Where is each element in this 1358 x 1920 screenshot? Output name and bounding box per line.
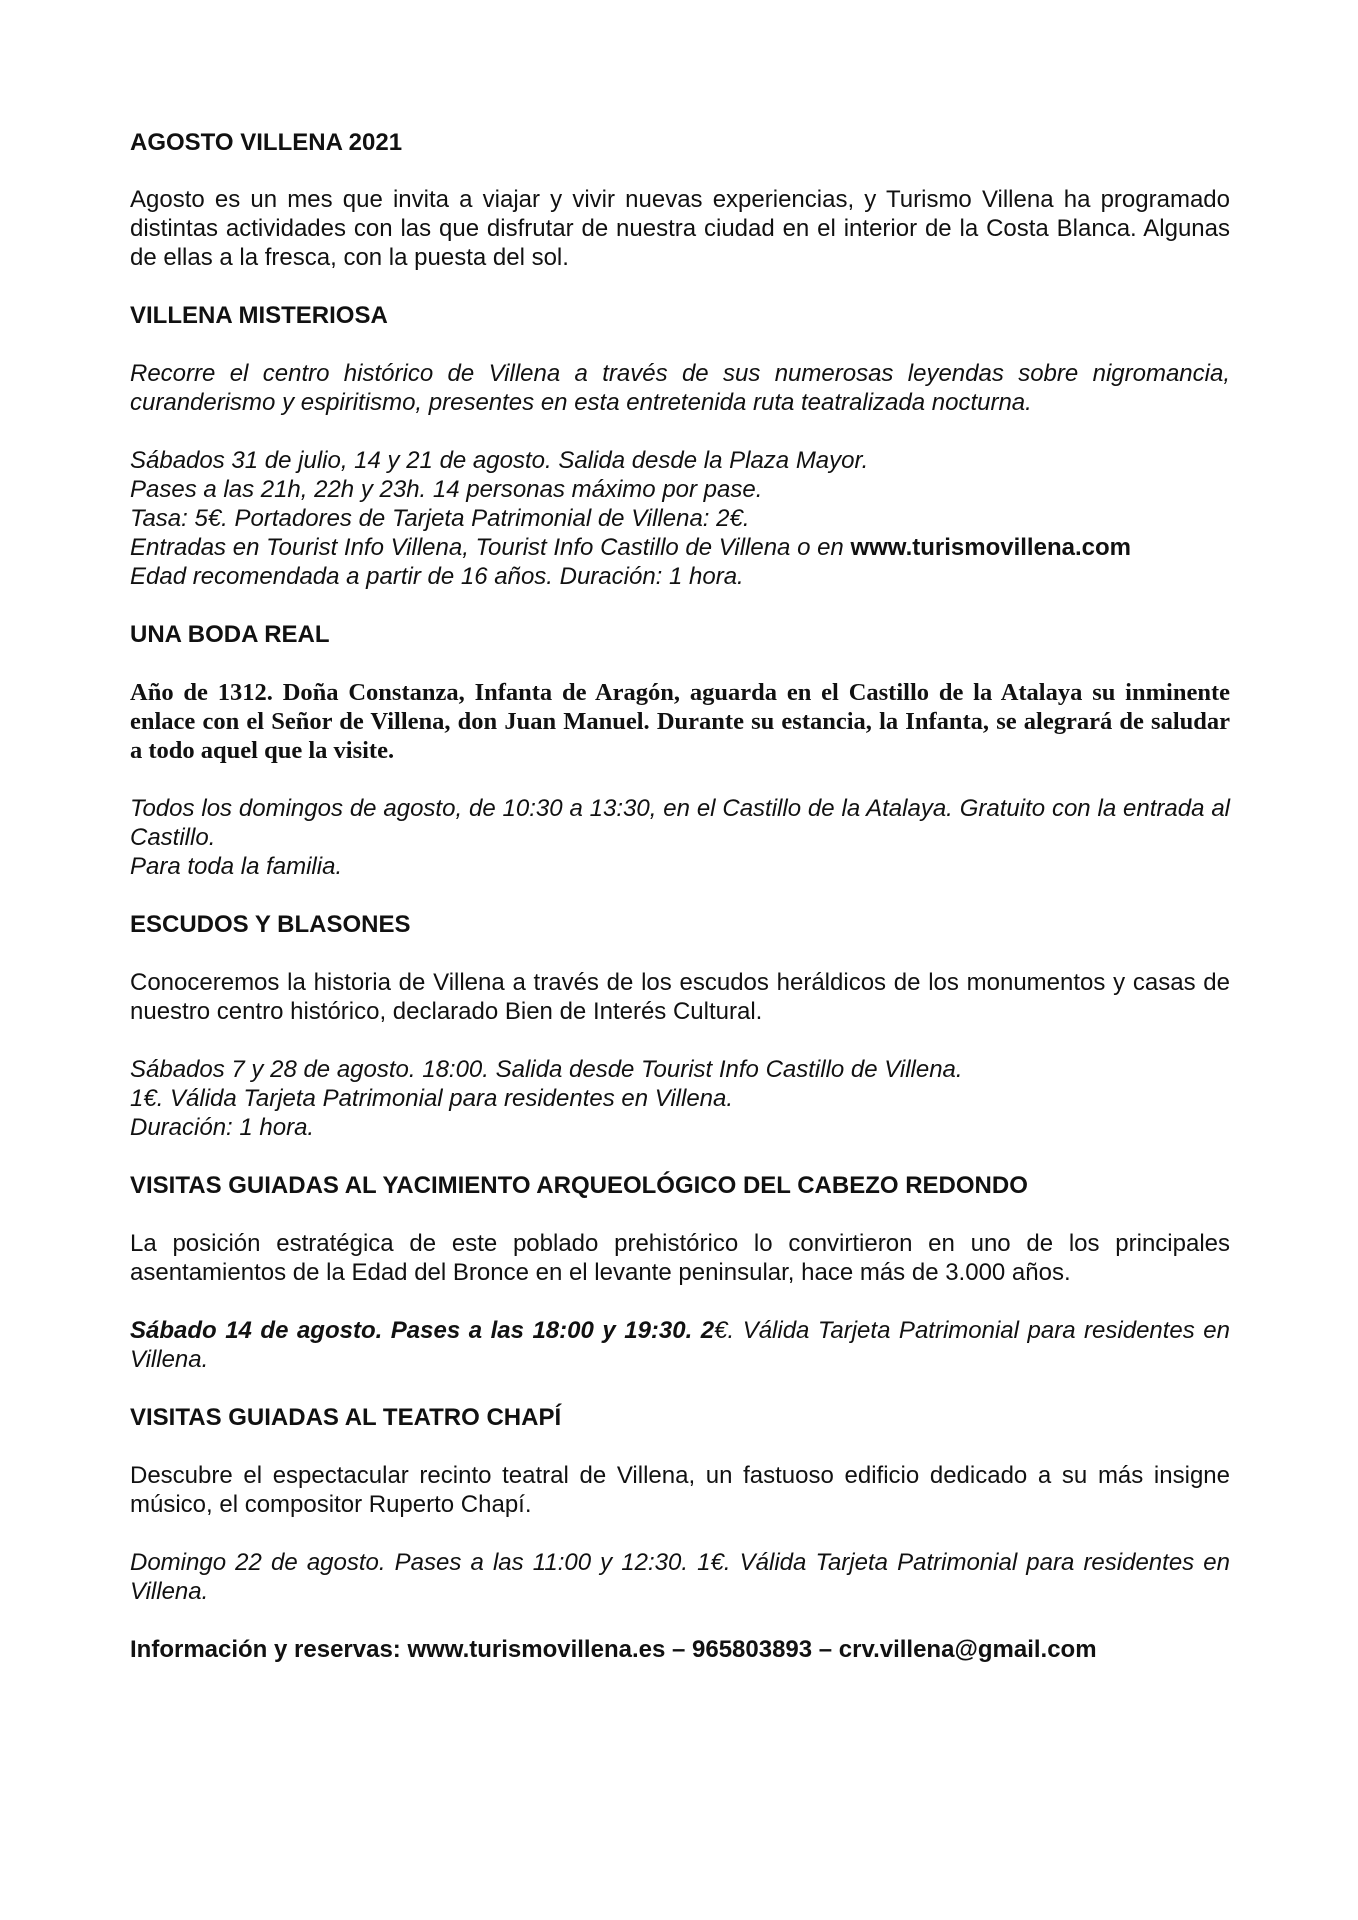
escudos-price: 1€. Válida Tarjeta Patrimonial para residentes en Villena. xyxy=(130,1085,734,1112)
misteriosa-description: Recorre el centro histórico de Villena a través de sus numerosas leyendas sobre nigromancia, curanderismo y espiritismo, presentes en esta entretenida ruta teatralizada nocturna. xyxy=(130,360,1230,416)
document-page xyxy=(130,128,1230,1664)
misteriosa-tickets-text: Entradas en Tourist Info Villena, Tourist Info Castillo de Villena o en xyxy=(130,534,851,561)
boda-description: Año de 1312. Doña Constanza, Infanta de Aragón, aguarda en el Castillo de la Atalaya su inminente enlace con el Señor de Villena, don Juan Manuel. Durante su estancia, la Infanta, se alegrará de saludar a todo aquel que la visite. xyxy=(130,679,1230,764)
misteriosa-dates: Sábados 31 de julio, 14 y 21 de agosto. Salida desde la Plaza Mayor. xyxy=(130,447,869,474)
section-heading-yacimiento: VISITAS GUIADAS AL YACIMIENTO ARQUEOLÓGICO DEL CABEZO REDONDO xyxy=(130,1172,1028,1199)
teatro-details: Domingo 22 de agosto. Pases a las 11:00 y 12:30. 1€. Válida Tarjeta Patrimonial para residentes en Villena. xyxy=(130,1549,1230,1605)
misteriosa-tickets xyxy=(130,533,1230,562)
escudos-details xyxy=(130,1055,1230,1142)
misteriosa-age: Edad recomendada a partir de 16 años. Duración: 1 hora. xyxy=(130,563,744,590)
boda-schedule: Todos los domingos de agosto, de 10:30 a 13:30, en el Castillo de la Atalaya. Gratuito con la entrada al Castillo. xyxy=(130,795,1230,851)
document-title: AGOSTO VILLENA 2021 xyxy=(130,129,403,156)
escudos-duration: Duración: 1 hora. xyxy=(130,1114,315,1141)
turismovillena-link[interactable]: www.turismovillena.com xyxy=(850,534,1131,561)
misteriosa-details xyxy=(130,446,1230,591)
section-heading-boda: UNA BODA REAL xyxy=(130,621,330,648)
intro-paragraph: Agosto es un mes que invita a viajar y vivir nuevas experiencias, y Turismo Villena ha programado distintas actividades con las que disfrutar de nuestra ciudad en el interior de la Costa Blanca. Algunas de ellas a la fresca, con la puesta del sol. xyxy=(130,186,1230,271)
yacimiento-details xyxy=(130,1316,1230,1374)
escudos-description: Conoceremos la historia de Villena a través de los escudos heráldicos de los monumentos y casas de nuestro centro histórico, declarado Bien de Interés Cultural. xyxy=(130,969,1230,1025)
misteriosa-price: Tasa: 5€. Portadores de Tarjeta Patrimonial de Villena: 2€. xyxy=(130,505,750,532)
escudos-dates: Sábados 7 y 28 de agosto. 18:00. Salida desde Tourist Info Castillo de Villena. xyxy=(130,1056,963,1083)
yacimiento-details-rest: €. Válida Tarjeta Patrimonial para residentes en Villena. xyxy=(130,1317,1230,1373)
boda-audience: Para toda la familia. xyxy=(130,853,343,880)
yacimiento-description: La posición estratégica de este poblado prehistórico lo convirtieron en uno de los principales asentamientos de la Edad del Bronce en el levante peninsular, hace más de 3.000 años. xyxy=(130,1230,1230,1286)
misteriosa-times: Pases a las 21h, 22h y 23h. 14 personas máximo por pase. xyxy=(130,476,763,503)
section-heading-teatro: VISITAS GUIADAS AL TEATRO CHAPÍ xyxy=(130,1404,562,1431)
teatro-description: Descubre el espectacular recinto teatral de Villena, un fastuoso edificio dedicado a su más insigne músico, el compositor Ruperto Chapí. xyxy=(130,1462,1230,1518)
section-heading-escudos: ESCUDOS Y BLASONES xyxy=(130,911,411,938)
section-heading-misteriosa: VILLENA MISTERIOSA xyxy=(130,302,388,329)
contact-info: Información y reservas: www.turismovillena.es – 965803893 – crv.villena@gmail.com xyxy=(130,1636,1097,1663)
yacimiento-details-bold: Sábado 14 de agosto. Pases a las 18:00 y 19:30. 2 xyxy=(130,1317,715,1344)
boda-details xyxy=(130,794,1230,881)
